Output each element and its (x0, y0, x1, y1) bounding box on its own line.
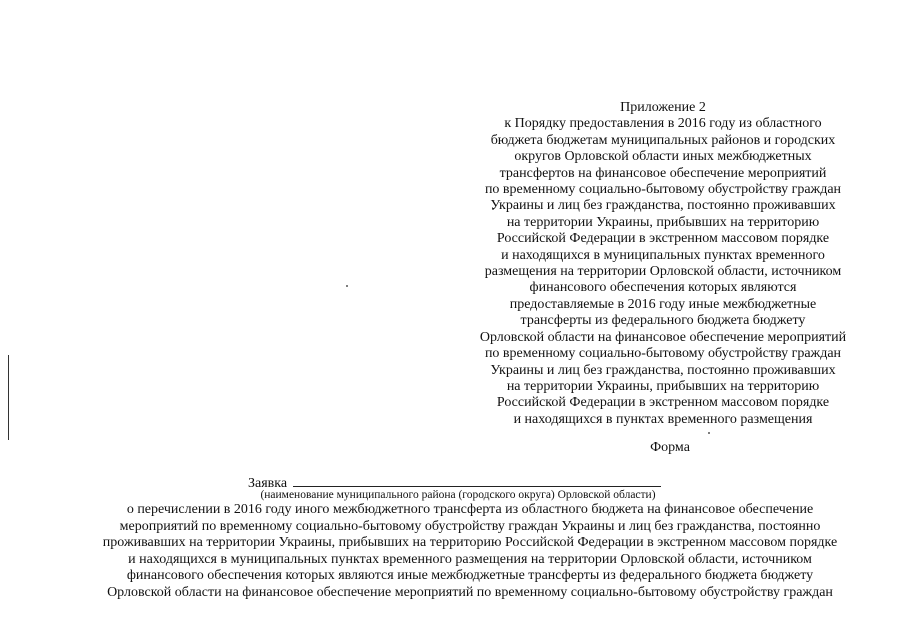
appendix-header (468, 100, 858, 428)
subject-line: и находящихся в муниципальных пунктах временного размещения на территории Орловской области, источником (128, 551, 812, 567)
application-label: Заявка (248, 476, 288, 491)
application-subject (95, 502, 845, 602)
appendix-line: предоставляемые в 2016 году иные межбюджетные (509, 296, 817, 312)
appendix-line: размещения на территории Орловской области, источником (484, 264, 842, 280)
appendix-line: трансферты из федерального бюджета бюджету (520, 313, 806, 329)
appendix-line: на территории Украины, прибывших на территорию (506, 378, 820, 394)
appendix-line: округов Орловской области иных межбюджетных (514, 149, 812, 165)
subject-line: финансового обеспечения которых являются иные межбюджетные трансферты из федерального бюджета бюджету (126, 568, 814, 584)
subject-line: проживавших на территории Украины, прибывших на территорию Российской Федерации в экстренном массовом порядке (102, 535, 838, 551)
district-name-blank[interactable] (293, 474, 661, 487)
appendix-line: Российской Федерации в экстренном массовом порядке (496, 395, 830, 411)
appendix-line: Орловской области на финансовое обеспечение мероприятий (479, 329, 847, 345)
district-name-caption: (наименование муниципального района (городского округа) Орловской области) (260, 489, 656, 501)
form-label: Форма (650, 440, 690, 455)
scan-margin-line (8, 355, 9, 440)
appendix-title: Приложение 2 (620, 100, 706, 115)
appendix-line: по временному социально-бытовому обустройству граждан (484, 346, 842, 362)
appendix-line: и находящихся в пунктах временного размещения (513, 411, 813, 427)
appendix-line: и находящихся в муниципальных пунктах временного (501, 247, 825, 263)
appendix-line: бюджета бюджетам муниципальных районов и городских (490, 132, 836, 148)
scan-speck (346, 285, 348, 287)
appendix-line: к Порядку предоставления в 2016 году из областного (504, 116, 822, 132)
appendix-line: на территории Украины, прибывших на территорию (506, 214, 820, 230)
subject-line: Орловской области на финансовое обеспечение мероприятий по временному социально-бытовому обустройству граждан (107, 584, 833, 600)
appendix-line: Украины и лиц без гражданства, постоянно проживавших (490, 198, 836, 214)
subject-line: о перечислении в 2016 году иного межбюджетного трансферта из областного бюджета на финансовое обеспечение (126, 502, 814, 517)
scan-speck (708, 432, 710, 434)
appendix-line: по временному социально-бытовому обустройству граждан (484, 182, 842, 198)
appendix-line: Украины и лиц без гражданства, постоянно проживавших (490, 362, 836, 378)
appendix-line: трансфертов на финансовое обеспечение мероприятий (499, 165, 827, 181)
subject-line: мероприятий по временному социально-бытовому обустройству граждан Украины и лиц без гражданства, постоянно (119, 518, 821, 534)
appendix-line: финансового обеспечения которых являются (529, 280, 797, 296)
appendix-line: Российской Федерации в экстренном массовом порядке (496, 231, 830, 247)
